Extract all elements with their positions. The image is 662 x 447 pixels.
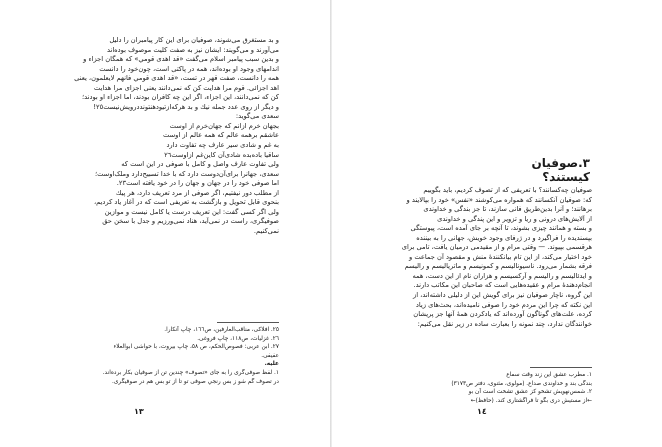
footnote: ←از مستيش درى بگو تا فراگشتارى كند. (حافظ)← [470,397,592,404]
poem-line: بجهان خرم ازانم كه جهان‌خرم از اوست [169,121,279,130]
right-footnotes [371,371,592,405]
text-line: و بسته و همانند چيزى بشوند، تا آنچه بر جاى آمده است، پيوستگى [410,224,592,233]
text-line: كرده، علت‌هاى گوناگون آورده‌اند كه يادكردن همهٔ آنها جز پريشان [413,310,592,319]
text-line: اين نكته كه چرا اين مردم خود را صوفى ناميده‌اند، بحث‌هاى زياد [415,300,592,309]
footnote: در تصوف گم شو ز بس رنجي‌ صوفى تو تا از تو بس هم در صوفيگرى. [112,378,279,385]
text-line: بنحوى قابل تحويل و بازگشت به تعريفى است كه در آغاز ياد كرديم، [93,198,279,207]
text-line: سعدى، جهانرا براى‌آن‌دوست دارد كه با خدا تسبيح‌دارد وملک‌اوست؛ [94,169,279,178]
footnote: ٢. شمس‌نهويش تشخو كز عشق تشخت است آن بو [468,389,592,396]
poem-line: به غم و شادى سير عارف چه تفاوت دارد [166,141,279,150]
text-line: كه: صوفيان آنكسانند كه همواره مى‌كوشند «نفس» خود را بپالايند و [406,195,592,204]
text-line: ولى تفاوت عارف واصل و كامل با صوفى در اين است كه [121,160,279,169]
text-line: اندامهاى وجود او بوده‌اند، همه در پاكتى است، چون‌خود را دانست [99,64,279,73]
footnote: ١. مطرب عشق اين زند وقت سماع [506,372,592,378]
footnote-separator [217,322,279,323]
chapter-title: ٣.صوفيان كيستند؟ [531,156,590,184]
footnote-heading: عليه. [264,361,279,368]
left-footnotes [36,326,279,386]
text-line: اين گروه، ناچار صوفيان نيز براى گويش اين از دليلى داشته‌اند، از [412,291,592,300]
page-number: ١٤ [477,407,487,416]
text-line: هرقسمى بپيوند. — وقتى مرام و از مقيدمى درميان يافت، تامى براى [401,243,592,252]
text-line: از مطلب دور نيفتيم، اگر صوفى از مرد تعريف دارد، هر پيك [115,188,279,197]
footnote: ٢٥. افلاكى، مناقب‌العارفين، ص١٦٦، چاپ آنكارا. [164,327,279,333]
text-line: و بدين سبب پيامبر اسلام مى‌گفت «قد اهدى قومي» كه همگان اجزاء و [83,55,279,64]
poem-line: عاشقم برهمه عالم كه همه عالم از اوست [163,131,279,140]
text-line: كن كه نمى‌دانند، اين اجزاء، اگر اين چه كافران بودند، اما اجزاء او بودند؛ [81,93,279,102]
footnote: ٢٦. غزليات، ص١١٨، چاپ فروغى. [197,335,279,342]
left-body-text [36,36,279,236]
text-line: نمى‌كنيم. [253,226,279,235]
text-line: مى‌آورند و مى‌گويند: ايشان نيز به صفت كليت موصوف بوده‌اند [106,45,279,54]
text-line: خود اختيار مى‌كند، از اين تام بيانكنندهٔ منش و مقصود آن جماعت و [408,252,592,261]
right-body-text [353,186,592,329]
text-line: همه را دانست، صفت قهر در تست، «قد اهدى قومي فانهم لايعلمون، يعنى [74,74,279,83]
text-line: و ايدئاليسم و راليسم و آركسيسم و هزاران نام از اين دست، همه [412,271,592,280]
text-line: بپسنديده را فراگيرد و در ژرفاى وجود خويش، جهانى را به بيننده [416,233,592,242]
text-line: صوفيان چه‌كسانند؟ با تعريفى كه از تصوف كرديم، بايد بگوييم [423,186,592,194]
page-number: ١٣ [134,407,144,416]
footnote: ٢٧. ابن عربى: فصوص‌الحكم، ص ٥٨، چاپ بيروت، با حواشى ابوالعلاء [113,344,279,351]
footnote: ١. لفظ صوفى‌گرى را به جاى «تصوف» چندين تن از صوفيان بكار برده‌اند. [102,369,279,376]
footnote: بندگى بند و خداوندى صداع. (مولوى، مثنوى، دفتر ص٣١٧٣) [451,380,592,387]
text-line: سعدى مى‌گويد: [235,112,279,121]
poem-line: ساقيا باده‌بده شادى‌آن كاين‌غم ازاوست‌٢٦ [164,150,279,159]
text-line: ولى اگر كسى گفت: اين تعريف درست يا كامل نيست و موازين [104,207,279,216]
text-line: اهد اجزائى. قوم مرا هدايت كن كه نمى‌دانند يعنى اجزاى مرا هدايت [93,83,279,92]
text-line: خوانندگان ندارد، چند نمونه را بعبارت ساده در زير نقل مى‌كنيم: [417,319,592,328]
footnote: عفيفى. [261,352,279,359]
text-line: و بد مستغرق مى‌شوند، صوفيان براى اين كار پيامبران را دليل [109,36,279,44]
text-line: و ديگر از روى عدد جمله نيك و بد هرکه‌از‌تيو‌دهنتونددرويش‌نيست‌٢٥! [93,102,279,111]
text-line: انجام‌دهندهٔ مرام و عقيده‌هايى است كه صاحبان اين مكاتب دارند. [413,281,592,290]
text-line: فرقه بشمار مى‌رود. ناسيوناليسم و كمونيسم و ماترياليسم و راليسم [404,262,592,271]
text-line: اما صوفى خود را در جهان و جهان را در خود يافته است‌٢٣. [116,179,279,188]
text-line: از آلايش‌هاى درونى و ريا و تزوير و اين پندگى و خداوندى [437,214,592,223]
footnote-separator [530,367,592,368]
text-line: برهانند؛ و آنرا بدين‌طريق فانى سازند، تا جز بندگى و خداوندى [423,205,592,214]
text-line: صوفيگرى، راست در نمى‌آيد، هناد نمى‌ورزيم و جدل با سخن حق [102,217,279,226]
right-page [331,0,662,447]
